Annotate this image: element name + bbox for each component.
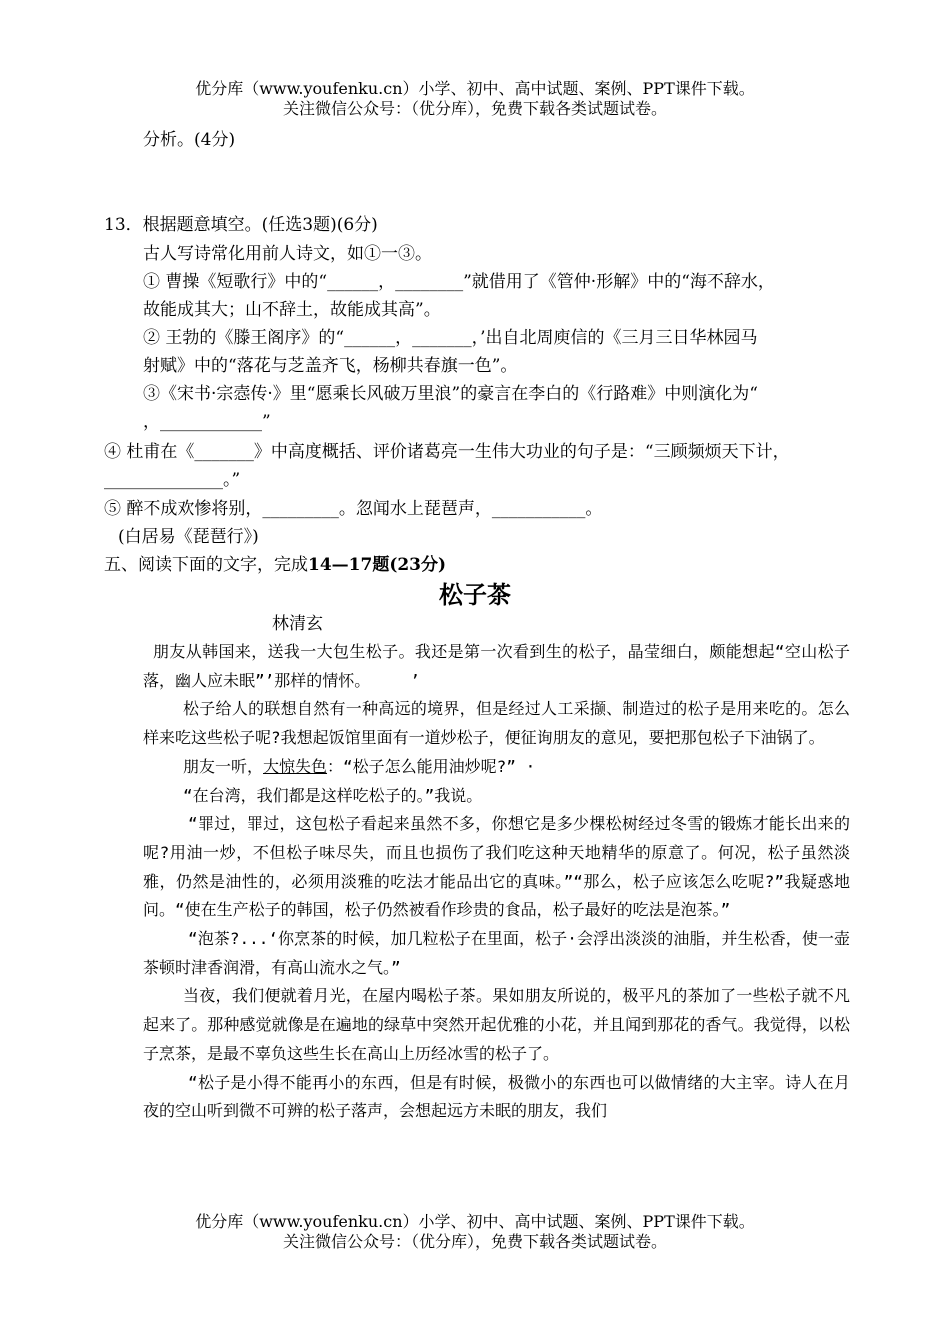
q13-item3-line2: ，____________” <box>143 412 271 432</box>
p3-post: ：“松子怎么能用油炒呢?” · <box>327 756 536 776</box>
q13-item1-line1: ① 曹操《短歌行》中的“______，________”就借用了《管仲·形解》中的“海不辞水， <box>143 272 775 292</box>
essay-paragraph: 松子给人的联想自然有一种高远的境界，但是经过人工采撷、制造过的松子是用来吃的。怎么样来吃这些松子呢?我想起饭馆里面有一道炒松子，便征询朋友的意见，要把那包松子下油锅了。 <box>143 699 850 748</box>
q13-item1-line2: 故能成其大；山不辞土，故能成其高”。 <box>143 300 441 320</box>
q13-intro: 古人写诗常化用前人诗文，如①一③。 <box>143 244 432 264</box>
q13-item3-line1: ③《宋书·宗悫传·》里“愿乘长风破万里浪”的豪言在李白的《行路难》中则演化为“ <box>143 384 758 404</box>
essay-paragraph: “松子是小得不能再小的东西，但是有时候，极微小的东西也可以做情绪的大主宰。诗人在月夜的空山听到微不可辨的松子落声，会想起远方未眠的朋友，我们 <box>143 1072 850 1121</box>
page-footer <box>0 1212 950 1252</box>
essay-paragraph <box>143 753 850 782</box>
essay-author: 林清玄 <box>272 614 323 634</box>
header-line-1: 优分库（www.youfenku.cn）小学、初中、高中试题、案例、PPT课件下载。 <box>195 79 755 98</box>
essay-body <box>143 638 850 1126</box>
essay-paragraph: “在台湾，我们都是这样吃松子的。”我说。 <box>183 785 483 805</box>
essay-paragraph: 朋友从韩国来，送我一大包生松子。我还是第一次看到生的松子，晶莹细白，颇能想起“空山松子落，幽人应未眠”’那样的情怀。 ’ <box>143 642 850 690</box>
q13-item2-line1: ② 王勃的《滕王阁序》的“______，_______，’出自北周庾信的《三月三日华林园马 <box>143 328 758 348</box>
section-5-heading <box>104 553 446 577</box>
q13-item4-line1: ④ 杜甫在《_______》中高度概括、评价诸葛亮一生伟大功业的句子是：“三顾频烦天下计， <box>104 442 790 462</box>
footer-line-2: 关注微信公众号：（优分库），免费下载各类试题试卷。 <box>282 1232 667 1251</box>
q13-item5-line2: (白居易《琵琶行》) <box>118 527 259 547</box>
top-fragment: 分析。(4分) <box>143 130 236 150</box>
essay-paragraph: 当夜，我们便就着月光，在屋内喝松子茶。果如朋友所说的，极平凡的茶加了一些松子就不凡起来了。那种感觉就像是在遍地的绿草中突然开起优雅的小花，并且闻到那花的香气。我觉得，以松子烹茶，是最不辜负这些生长在高山上历经冰雪的松子了。 <box>143 986 850 1063</box>
header-line-2: 关注微信公众号：（优分库），免费下载各类试题试卷。 <box>282 99 667 118</box>
underlined-phrase: 大惊失色 <box>263 756 328 776</box>
footer-line-1: 优分库（www.youfenku.cn）小学、初中、高中试题、案例、PPT课件下载。 <box>195 1212 755 1231</box>
essay-title: 松子茶 <box>439 581 511 609</box>
q13-item5-line1: ⑤ 醉不成欢惨将别，_________。忽闻水上琵琶声，___________。 <box>104 499 603 519</box>
section-5-prefix: 五、阅读下面的文字，完成 <box>104 555 308 575</box>
q13-heading: 13．根据题意填空。(任选3题)(6分) <box>104 215 378 235</box>
essay-paragraph: “罪过，罪过，这包松子看起来虽然不多，你想它是多少棵松树经过冬雪的锻炼才能长出来的呢?用油一炒，不但松子味尽失，而且也损伤了我们吃这种天地精华的原意了。何况，松子虽然淡雅，仍然是油性的，必须用淡雅的吃法才能品出它的真味。”“那么，松子应该怎么吃呢?”我疑惑地问。“使在生产松子的韩国，松子仍然被看作珍贵的食品，松子最好的吃法是泡茶。” <box>143 814 850 920</box>
p3-pre: 朋友一听， <box>183 756 264 776</box>
essay-paragraph: “泡茶?...‘你烹茶的时候，加几粒松子在里面，松子·会浮出淡淡的油脂，并生松香，使一壶茶顿时津香润滑，有高山流水之气。” <box>143 929 850 977</box>
page-header <box>0 79 950 119</box>
section-5-range: 14—17题(23分) <box>308 555 447 575</box>
q13-item4-line2: ______________。” <box>104 470 241 490</box>
q13-item2-line2: 射赋》中的“落花与芝盖齐飞，杨柳共春旗一色”。 <box>143 356 518 376</box>
